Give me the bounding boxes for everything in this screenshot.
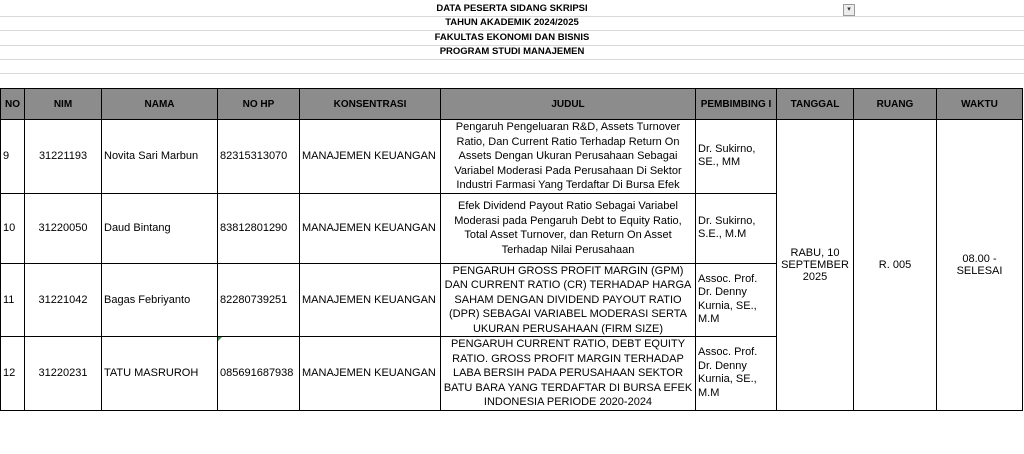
cell-ruang[interactable]: R. 005 bbox=[854, 120, 937, 411]
cell-nama[interactable]: Bagas Febriyanto bbox=[102, 263, 218, 337]
cell-judul[interactable]: Pengaruh Pengeluaran R&D, Assets Turnover Ratio, Dan Current Ratio Terhadap Return On Assets Dengan Ukuran Perusahaan Sebagai Variabel Moderasi Pada Perusahaan Di Sektor Industri Farmasi Yang Terdaftar Di Bursa Efek bbox=[441, 120, 696, 194]
col-header-nim[interactable]: NIM bbox=[25, 89, 102, 120]
cell-no[interactable]: 11 bbox=[1, 263, 25, 337]
error-indicator-icon bbox=[218, 337, 222, 341]
col-header-konsentrasi[interactable]: KONSENTRASI bbox=[300, 89, 441, 120]
cell-nim[interactable]: 31221193 bbox=[25, 120, 102, 194]
cell-pembimbing[interactable]: Assoc. Prof. Dr. Denny Kurnia, SE., M.M bbox=[696, 337, 777, 411]
cell-nim[interactable]: 31220231 bbox=[25, 337, 102, 411]
col-header-judul[interactable]: JUDUL bbox=[441, 89, 696, 120]
cell-hp[interactable] bbox=[218, 337, 300, 411]
col-header-tanggal[interactable]: TANGGAL bbox=[777, 89, 854, 120]
participant-table bbox=[0, 88, 1023, 411]
header-row bbox=[1, 89, 1023, 120]
title-line-3: FAKULTAS EKONOMI DAN BISNIS bbox=[434, 32, 590, 43]
cell-hp[interactable]: 82280739251 bbox=[218, 263, 300, 337]
row-divider bbox=[0, 73, 1024, 74]
row-divider bbox=[0, 59, 1024, 60]
cell-nama[interactable]: Daud Bintang bbox=[102, 193, 218, 263]
cell-konsentrasi[interactable]: MANAJEMEN KEUANGAN bbox=[300, 193, 441, 263]
cell-nama[interactable]: Novita Sari Marbun bbox=[102, 120, 218, 194]
col-header-nama[interactable]: NAMA bbox=[102, 89, 218, 120]
cell-konsentrasi[interactable]: MANAJEMEN KEUANGAN bbox=[300, 120, 441, 194]
cell-tanggal[interactable]: RABU, 10 SEPTEMBER 2025 bbox=[777, 120, 854, 411]
cell-hp[interactable]: 82315313070 bbox=[218, 120, 300, 194]
cell-no[interactable]: 12 bbox=[1, 337, 25, 411]
cell-pembimbing[interactable]: Dr. Sukirno, S.E., M.M bbox=[696, 193, 777, 263]
cell-nim[interactable]: 31220050 bbox=[25, 193, 102, 263]
cell-waktu[interactable]: 08.00 - SELESAI bbox=[937, 120, 1023, 411]
col-header-waktu[interactable]: WAKTU bbox=[937, 89, 1023, 120]
title-line-1: DATA PESERTA SIDANG SKRIPSI bbox=[436, 3, 588, 14]
table-row bbox=[1, 120, 1023, 194]
cell-nim[interactable]: 31221042 bbox=[25, 263, 102, 337]
cell-judul[interactable]: PENGARUH CURRENT RATIO, DEBT EQUITY RATIO. GROSS PROFIT MARGIN TERHADAP LABA BERSIH PADA PERUSAHAAN SEKTOR BATU BARA YANG TERDAFTAR DI BURSA EFEK INDONESIA PERIODE 2020-2024 bbox=[441, 337, 696, 411]
cell-hp-value: 085691687938 bbox=[220, 367, 294, 380]
cell-judul[interactable]: Efek Dividend Payout Ratio Sebagai Variabel Moderasi pada Pengaruh Debt to Equity Ratio, Total Asset Turnover, dan Return On Asset Terhadap Nilai Perusahaan bbox=[441, 193, 696, 263]
cell-konsentrasi[interactable]: MANAJEMEN KEUANGAN bbox=[300, 263, 441, 337]
title-line-4: PROGRAM STUDI MANAJEMEN bbox=[439, 46, 585, 57]
cell-pembimbing[interactable]: Assoc. Prof. Dr. Denny Kurnia, SE., M.M bbox=[696, 263, 777, 337]
cell-hp[interactable]: 83812801290 bbox=[218, 193, 300, 263]
col-header-no[interactable]: NO bbox=[1, 89, 25, 120]
cell-no[interactable]: 9 bbox=[1, 120, 25, 194]
col-header-hp[interactable]: NO HP bbox=[218, 89, 300, 120]
col-header-pembimbing[interactable]: PEMBIMBING I bbox=[696, 89, 777, 120]
cell-konsentrasi[interactable]: MANAJEMEN KEUANGAN bbox=[300, 337, 441, 411]
cell-no[interactable]: 10 bbox=[1, 193, 25, 263]
title-line-2: TAHUN AKADEMIK 2024/2025 bbox=[445, 17, 579, 28]
dropdown-arrow-icon[interactable]: ▾ bbox=[843, 4, 855, 16]
cell-judul[interactable]: PENGARUH GROSS PROFIT MARGIN (GPM) DAN CURRENT RATIO (CR) TERHADAP HARGA SAHAM DENGAN DIVIDEND PAYOUT RATIO (DPR) SEBAGAI VARIABEL MODERASI SERTA UKURAN PERUSAHAAN (FIRM SIZE) bbox=[441, 263, 696, 337]
cell-pembimbing[interactable]: Dr. Sukirno, SE., MM bbox=[696, 120, 777, 194]
col-header-ruang[interactable]: RUANG bbox=[854, 89, 937, 120]
cell-nama[interactable]: TATU MASRUROH bbox=[102, 337, 218, 411]
